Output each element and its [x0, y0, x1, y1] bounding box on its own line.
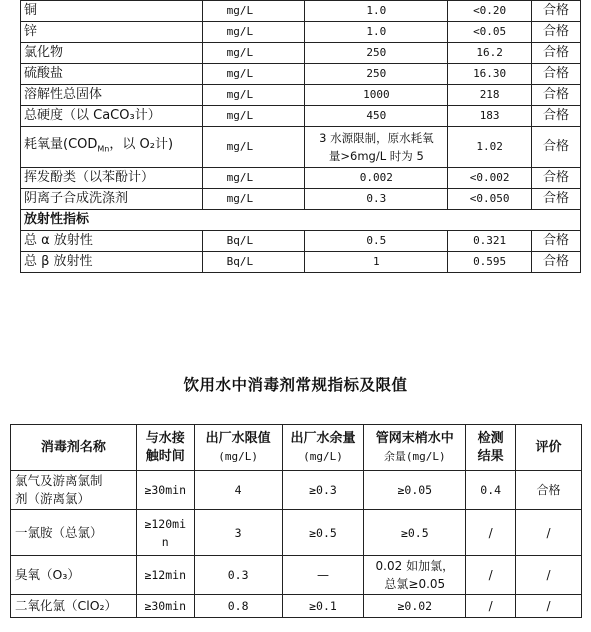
result-value: 0.595: [448, 252, 532, 273]
table-row: [21, 1, 581, 22]
header-plant-residual: [282, 425, 364, 471]
header-name: 消毒剂名称: [11, 425, 137, 471]
limit-line-2: 量>6mg/L 时为 5: [328, 149, 424, 163]
header-plant-residual-unit: (mg/L): [303, 449, 343, 463]
evaluation: 合格: [532, 64, 581, 85]
indicator-name-subscript: Mn: [97, 144, 110, 154]
disinfectant-heading: 饮用水中消毒剂常规指标及限值: [183, 376, 408, 394]
contact-time-line-2: n: [161, 534, 169, 549]
table-row: [21, 168, 581, 189]
indicator-name: 锌: [21, 22, 203, 43]
header-network-line-1: 管网末梢水中: [375, 430, 454, 446]
table-row: [21, 231, 581, 252]
unit: mg/L: [202, 127, 305, 168]
test-result: /: [466, 595, 516, 618]
unit: mg/L: [202, 189, 305, 210]
table-row: [21, 64, 581, 85]
limit-value: 0.5: [305, 231, 448, 252]
contact-time-line-1: ≥120mi: [144, 516, 186, 531]
indicator-name: 阴离子合成洗涤剂: [21, 189, 203, 210]
disinfectant-name: [11, 471, 137, 510]
header-row: [11, 425, 582, 471]
limit-value: 1: [305, 252, 448, 273]
evaluation: 合格: [532, 127, 581, 168]
limit-value: 250: [305, 43, 448, 64]
limit-value: 0.002: [305, 168, 448, 189]
indicator-name: 总硬度（以 CaCO₃计）: [21, 106, 203, 127]
network-residual: ≥0.05: [364, 471, 466, 510]
unit: mg/L: [202, 106, 305, 127]
table-row: [21, 252, 581, 273]
unit: mg/L: [202, 168, 305, 189]
evaluation: /: [516, 510, 582, 556]
disinfectant-name-line-1: 氯气及游离氯制: [15, 473, 103, 488]
network-residual: ≥0.02: [364, 595, 466, 618]
unit: Bq/L: [202, 252, 305, 273]
result-value: <0.050: [448, 189, 532, 210]
evaluation: 合格: [532, 231, 581, 252]
header-contact-time: [136, 425, 194, 471]
indicator-name: 氯化物: [21, 43, 203, 64]
indicator-name: 总 β 放射性: [21, 252, 203, 273]
unit: mg/L: [202, 85, 305, 106]
network-residual: [364, 556, 466, 595]
header-plant-limit-label: 出厂水限值: [205, 430, 271, 446]
contact-time: [136, 510, 194, 556]
plant-residual: ≥0.1: [282, 595, 364, 618]
unit: mg/L: [202, 64, 305, 85]
table-row: [21, 22, 581, 43]
plant-residual: —: [282, 556, 364, 595]
plant-limit: 0.8: [194, 595, 282, 618]
network-line-2: 总氯≥0.05: [384, 577, 446, 591]
test-result: 0.4: [466, 471, 516, 510]
disinfectant-name-line-2: 剂（游离氯）: [15, 491, 91, 506]
table-row: [21, 43, 581, 64]
contact-time: ≥12min: [136, 556, 194, 595]
table-row: [11, 556, 582, 595]
test-result: /: [466, 510, 516, 556]
unit: mg/L: [202, 1, 305, 22]
plant-limit: 0.3: [194, 556, 282, 595]
header-network-line-2: 余量(mg/L): [383, 449, 446, 463]
result-value: 183: [448, 106, 532, 127]
section-row: [21, 210, 581, 231]
header-result-line-1: 检测: [477, 430, 504, 446]
header-result: [466, 425, 516, 471]
result-value: 0.321: [448, 231, 532, 252]
section-title-radioactivity: 放射性指标: [21, 210, 581, 231]
indicator-name-main: 耗氧量(COD: [24, 136, 98, 152]
indicator-name: 铜: [21, 1, 203, 22]
result-value: 218: [448, 85, 532, 106]
evaluation: 合格: [532, 43, 581, 64]
disinfectant-name: 二氧化氯（ClO₂）: [11, 595, 137, 618]
unit: mg/L: [202, 22, 305, 43]
table-row: [21, 85, 581, 106]
water-quality-table: [20, 0, 581, 273]
limit-value: 1000: [305, 85, 448, 106]
evaluation: 合格: [532, 1, 581, 22]
network-line-1: 0.02 如加氯，: [375, 559, 455, 573]
evaluation: 合格: [532, 252, 581, 273]
table-row: [21, 189, 581, 210]
result-value: <0.20: [448, 1, 532, 22]
limit-value: 450: [305, 106, 448, 127]
evaluation: 合格: [532, 85, 581, 106]
header-plant-limit-unit: (mg/L): [218, 449, 258, 463]
indicator-name: [21, 127, 203, 168]
evaluation: 合格: [532, 189, 581, 210]
disinfectant-table: [10, 424, 582, 618]
header-contact-line-1: 与水接: [145, 430, 185, 446]
contact-time: ≥30min: [136, 471, 194, 510]
header-plant-residual-label: 出厂水余量: [290, 430, 356, 446]
header-network-residual: [364, 425, 466, 471]
indicator-name: 挥发酚类（以苯酚计）: [21, 168, 203, 189]
evaluation: /: [516, 556, 582, 595]
contact-time: ≥30min: [136, 595, 194, 618]
table-row: [21, 127, 581, 168]
network-residual: ≥0.5: [364, 510, 466, 556]
plant-residual: ≥0.3: [282, 471, 364, 510]
disinfectant-name: 臭氧（O₃）: [11, 556, 137, 595]
header-plant-limit: [194, 425, 282, 471]
result-value: 16.2: [448, 43, 532, 64]
limit-value: [305, 127, 448, 168]
plant-limit: 3: [194, 510, 282, 556]
result-value: <0.002: [448, 168, 532, 189]
header-contact-line-2: 触时间: [145, 448, 185, 464]
unit: Bq/L: [202, 231, 305, 252]
evaluation: 合格: [532, 168, 581, 189]
limit-value: 250: [305, 64, 448, 85]
plant-residual: ≥0.5: [282, 510, 364, 556]
limit-value: 1.0: [305, 22, 448, 43]
table-row: [11, 595, 582, 618]
evaluation: 合格: [532, 106, 581, 127]
result-value: 16.30: [448, 64, 532, 85]
evaluation: /: [516, 595, 582, 618]
table-row: [11, 510, 582, 556]
indicator-name: 总 α 放射性: [21, 231, 203, 252]
evaluation: 合格: [532, 22, 581, 43]
limit-value: 0.3: [305, 189, 448, 210]
indicator-name-tail: ，以 O₂计): [109, 136, 174, 152]
test-result: /: [466, 556, 516, 595]
plant-limit: 4: [194, 471, 282, 510]
evaluation: 合格: [516, 471, 582, 510]
disinfectant-name: 一氯胺（总氯）: [11, 510, 137, 556]
header-evaluation: 评价: [516, 425, 582, 471]
indicator-name: 溶解性总固体: [21, 85, 203, 106]
result-value: <0.05: [448, 22, 532, 43]
table-row: [21, 106, 581, 127]
header-result-line-2: 结果: [477, 448, 504, 464]
limit-value: 1.0: [305, 1, 448, 22]
result-value: 1.02: [448, 127, 532, 168]
limit-line-1: 3 水源限制，原水耗氧: [319, 131, 434, 145]
indicator-name: 硫酸盐: [21, 64, 203, 85]
table-row: [11, 471, 582, 510]
unit: mg/L: [202, 43, 305, 64]
